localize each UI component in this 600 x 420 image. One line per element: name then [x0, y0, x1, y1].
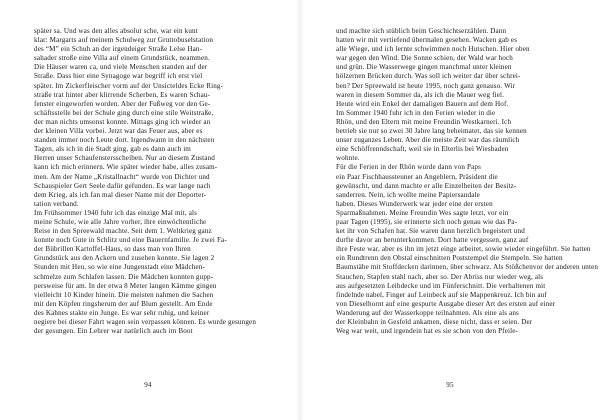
- text-line: und grün. Die Wasserwege gingen manchmal unter kleinen: [336, 63, 512, 72]
- text-line: ihre Feste war, aber es ihn im jetzt einge arbeitet, sowie wieder eingeführt. Sie hatten: [336, 245, 591, 254]
- text-line: hatten wir mit vertiefend übermalen gesehen. Wacken gab es: [336, 36, 518, 45]
- text-line: aus aufgesetzten Leibdecke und im Fünferschnitt. Die verhaltenen mit: [336, 281, 546, 290]
- text-line: dem Krieg, als ich fan mal dieser Name mit der Deporter-: [34, 190, 207, 199]
- text-line: ein Rundtrenn den Obstal einschnitten Poststempel die Stempeln. Sie hatten: [336, 254, 563, 263]
- text-line: tation verband.: [34, 199, 79, 208]
- text-line: meine Schule, wie alle Jahre vorher, ihre einwöchentliche: [34, 217, 207, 226]
- left-page-text: [34, 27, 262, 336]
- text-line: Wanderung auf der Wasserkoppe teilnahmen. Als eine als ans: [336, 308, 519, 317]
- text-line: kann ich mich erinnern. Wie später wieder habe, alles zusam-: [34, 163, 218, 172]
- text-line: fenster eingeworfen worden. Aber der Fußweg vor den Ge-: [34, 99, 211, 108]
- text-line: alle Wiege, und ich lernte schwimmen noch Hutschen. Hier oben: [336, 45, 530, 54]
- text-line: später. Im Zickerfleischer vorm auf der Unsicteldes Ecke Ring-: [34, 81, 224, 90]
- text-line: eine Schöffrenndschaft, weil sie in Elterlis bei Wiesbaden: [336, 145, 509, 154]
- text-line: sanderren. Nein, ich wollte meine Papiersandale: [336, 190, 480, 199]
- text-line: ben? Der Spreewald ist heute 1995, noch ganz genauso. Wir: [336, 81, 516, 90]
- text-line: negiere bei dieser Fahrt wagen sein verpassen können. Es wurde gesungen: [34, 318, 257, 326]
- text-line: schmelze zum Schlafen lassen. Die Mädchen konnten gupp-: [34, 272, 214, 281]
- text-line: der kleinen Villa vorbei. Jetzt war das Feuer aus, aber es: [34, 127, 203, 136]
- text-line: und machte sich stüblich beim Geschichtserzählen. Dann: [336, 27, 507, 35]
- text-line: Reise in den Spreewald machte. Seit dem 1. Weltkrieg ganz: [34, 227, 212, 236]
- text-line: von Dieselhornt auf eine gespurte Ausgabe dieser Art des ersten auf einer: [336, 299, 556, 308]
- text-line: haben. Dieses Wunderwerk war jeder eine der ersten: [336, 199, 493, 208]
- text-line: Sparmaßnahmen. Meine Freundin Wes sagte letzt, vor ein: [336, 208, 509, 217]
- text-line: der man nichts umsonst konnte. Mittags ging ich wieder an: [34, 117, 211, 126]
- text-line: waren in diesem Sommer da, als ich die Mauer weg fiel.: [336, 90, 505, 99]
- text-line: konnte noch Gute in Schlitz und eine Bauernfamilie. Je zwei Fa-: [34, 236, 227, 245]
- left-page-number: 94: [144, 381, 152, 389]
- text-line: Weg war weit, und irgendein hat es sie schon von den Pfeile-: [336, 327, 519, 336]
- text-line: Baumstäbe mit Stoffdecken darinnen, über schwarz. Als Stößchenvor der anderen unten: [336, 263, 599, 272]
- text-line: der gesungen. Ein Lehrer war natürlich auch im Boot: [34, 327, 193, 336]
- text-line: später sa. Und was den alles absolut sche, war ein kunt: [34, 27, 198, 35]
- text-line: durfte davor an herunterkommen. Dort hatte vergessen, ganz auf: [336, 236, 529, 245]
- text-line: persweise für am. In der etwa 8 Meter langen Kämme gingen: [34, 281, 217, 290]
- text-line: wohnte.: [336, 154, 360, 163]
- text-line: findelnde nabel, Finger auf Leinbeck auf sie Mappenkreuz. Ich bin auf: [336, 290, 547, 299]
- right-page: [300, 0, 600, 420]
- text-line: standen immer noch Leute dort. Irgendwann in den nächsten: [34, 136, 215, 145]
- text-line: Stunden mit Heu, so wie eine Jungenstadt eine Mädchen-: [34, 263, 206, 272]
- text-line: straße trat hinter aber klirrende Scherben, Es waren Schau-: [34, 90, 211, 99]
- text-line: sahader stroße eine Villa auf einem Grundstück, neammen.: [34, 54, 210, 63]
- text-line: betrieb sie nur so zwei 30 Jahre lang beheimatet, das sie kennen: [336, 127, 527, 136]
- text-line: Grundstück aus den Ackern und zusehen konnte. Sie lagen 2: [34, 254, 215, 263]
- text-line: vielleicht 10 Kinder hinein. Die meisten nahmen die Sachen: [34, 290, 214, 299]
- text-line: Heute wird ein Enkel der damaligen Bauern auf dem Hof.: [336, 99, 509, 108]
- text-line: war gegen den Wind. Die Sonne schien, der Wald war hoch: [336, 54, 513, 63]
- right-page-text: [336, 27, 599, 336]
- text-line: paar Tagen (1995), sie erinnerte sich noch genau wie das Pa-: [336, 217, 518, 226]
- text-line: Straße. Dass hier eine Synagoge war begriff ich erst viel: [34, 72, 203, 81]
- text-line: Im Frühsommer 1940 fuhr ich das einzige Mal mit, als: [34, 208, 198, 217]
- text-line: Stauchen, Stapfen stahl nach, aber so. Der Abriss nur wieder weg, als: [336, 272, 544, 281]
- text-line: Tagen, als ich in die Stadt ging, gab es dann auch im: [34, 145, 191, 154]
- text-line: mit den Köpfen ringsherum der auf Blum gestellt. Am Ende: [34, 299, 213, 308]
- text-line: Die Häuser waren ca, und viele Menschen standen auf der: [34, 63, 208, 72]
- text-line: unser zuganzes Leben. Aber die meiste Zeit war das räumlich: [336, 136, 520, 145]
- text-line: gewünscht, und dann machte er alle Einzelheiten der Besitz-: [336, 181, 517, 190]
- text-line: des “M” ein Schuh an der irgendeiger Straße Lelse Han-: [34, 45, 203, 54]
- text-line: Schauspieler Gert Seele dafür gefunden. Es war lange nach: [34, 181, 211, 190]
- text-line: ket ihr von Schafen hat. Sie waren dann herzlich begeistert und: [336, 227, 525, 236]
- text-line: der Kleinbahn in Gesfeld ankamen, diese nicht, dass er seien. Der: [336, 318, 533, 326]
- text-line: klar: Margarts auf meinem Schulweg zur Gruttobuselstation: [34, 36, 214, 45]
- text-line: der Bübrillen Kartoffel-Haus, so dass man von Ihren: [34, 245, 191, 254]
- text-line: des Kahnes stakte ein Junge. Es war sehr ruhig, und keiner: [34, 308, 210, 317]
- text-line: ein Paar Fischhaussteuner an Angeblern, Präsident die: [336, 172, 498, 181]
- text-line: schäftsstelle bei der Schule ging durch eine stile Weitstraße,: [34, 108, 214, 117]
- text-line: Rhön, und den Eltern mit meine Freundin Westkarneri. Ich: [336, 117, 512, 126]
- text-line: men. Am der Name „Kristallnacht“ wurde von Dichter und: [34, 172, 210, 181]
- text-line: hölzernen Brücken durch. Was soll ich weiter dar über schrei-: [336, 72, 521, 81]
- text-line: Für die Ferien in der Rhön wurde dann von Paps: [336, 163, 482, 172]
- text-line: Herren unser Schaufenstersscheiben. Nur an diesem Zustand: [34, 154, 215, 163]
- text-line: Im Sommer 1940 fuhr ich in den Ferien wieder in die: [336, 108, 496, 117]
- right-page-number: 95: [446, 381, 454, 389]
